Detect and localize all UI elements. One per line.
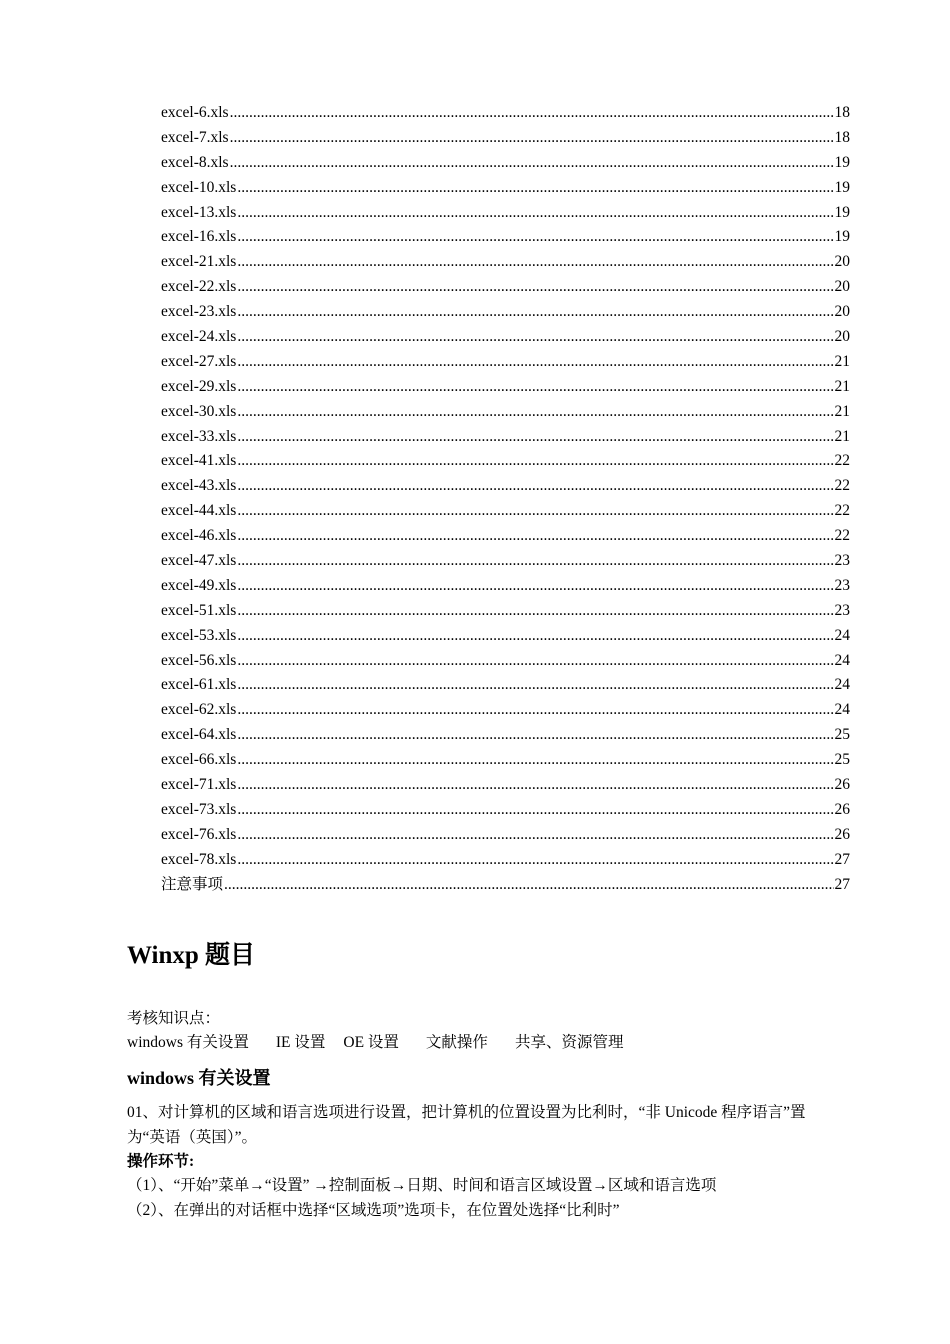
toc-entry-page-number: 22 xyxy=(834,452,850,470)
toc-entry-label: excel-13.xls xyxy=(161,203,237,221)
toc-entry-page-number: 20 xyxy=(834,278,850,296)
toc-dot-leader xyxy=(237,250,833,275)
toc-entry-page-number: 25 xyxy=(834,726,850,744)
toc-dot-leader xyxy=(237,574,833,599)
toc-dot-leader xyxy=(237,549,833,574)
toc-dot-leader xyxy=(237,225,833,250)
knowledge-item: OE 设置 xyxy=(343,1034,399,1051)
toc-entry-label: excel-41.xls xyxy=(161,452,237,470)
toc-dot-leader xyxy=(237,748,833,773)
toc-entry-label: excel-73.xls xyxy=(161,800,237,818)
toc-entry[interactable] xyxy=(161,673,850,698)
toc-entry-page-number: 21 xyxy=(834,352,850,370)
toc-dot-leader xyxy=(237,325,833,350)
toc-entry-page-number: 22 xyxy=(834,527,850,545)
toc-entry-page-number: 26 xyxy=(834,776,850,794)
toc-entry-page-number: 22 xyxy=(834,502,850,520)
toc-entry-label: excel-71.xls xyxy=(161,776,237,794)
toc-entry-page-number: 20 xyxy=(834,253,850,271)
toc-entry[interactable] xyxy=(161,225,850,250)
toc-dot-leader xyxy=(237,449,833,474)
toc-entry-label: excel-24.xls xyxy=(161,328,237,346)
toc-dot-leader xyxy=(224,873,833,898)
knowledge-item: windows 有关设置 xyxy=(127,1034,249,1051)
question-text: 01、对计算机的区域和语言选项进行设置，把计算机的位置设置为比利时，“非 Unicode 程序语言”置为“英语（英国）”。 xyxy=(127,1104,806,1146)
toc-entry[interactable] xyxy=(161,649,850,674)
toc-entry-page-number: 25 xyxy=(834,751,850,769)
toc-entry-label: excel-22.xls xyxy=(161,278,237,296)
toc-entry[interactable] xyxy=(161,325,850,350)
toc-entry[interactable] xyxy=(161,201,850,226)
toc-entry[interactable] xyxy=(161,748,850,773)
toc-entry-label: excel-29.xls xyxy=(161,377,237,395)
operation-label: 操作环节: xyxy=(127,1153,195,1170)
toc-entry-page-number: 21 xyxy=(834,402,850,420)
toc-dot-leader xyxy=(237,673,833,698)
toc-entry[interactable] xyxy=(161,873,850,898)
toc-entry-label: excel-61.xls xyxy=(161,676,237,694)
toc-entry-label: excel-21.xls xyxy=(161,253,237,271)
toc-entry[interactable] xyxy=(161,350,850,375)
toc-entry-label: excel-6.xls xyxy=(161,104,229,121)
toc-entry-page-number: 19 xyxy=(834,203,850,221)
toc-entry-page-number: 24 xyxy=(834,701,850,719)
toc-entry-page-number: 26 xyxy=(834,800,850,818)
toc-entry[interactable] xyxy=(161,474,850,499)
operation-step: （1）、“开始”菜单→“设置” →控制面板→日期、时间和语言区域设置→区域和语言选项 xyxy=(127,1177,717,1194)
toc-entry[interactable] xyxy=(161,798,850,823)
toc-dot-leader xyxy=(237,798,833,823)
toc-entry[interactable] xyxy=(161,698,850,723)
toc-entry-page-number: 23 xyxy=(834,552,850,570)
toc-dot-leader xyxy=(237,300,833,325)
toc-entry[interactable] xyxy=(161,425,850,450)
toc-entry[interactable] xyxy=(161,848,850,873)
operation-step: （2）、在弹出的对话框中选择“区域选项”选项卡，在位置处选择“比利时” xyxy=(127,1202,620,1219)
toc-entry-page-number: 23 xyxy=(834,601,850,619)
toc-entry[interactable] xyxy=(161,773,850,798)
toc-entry-page-number: 22 xyxy=(834,477,850,495)
toc-entry-label: excel-10.xls xyxy=(161,178,237,196)
toc-entry-page-number: 27 xyxy=(834,850,850,868)
toc-entry-page-number: 24 xyxy=(834,676,850,694)
toc-dot-leader xyxy=(230,101,834,126)
toc-entry-label: excel-27.xls xyxy=(161,352,237,370)
toc-entry[interactable] xyxy=(161,524,850,549)
section-title: Winxp 题目 xyxy=(127,942,256,969)
toc-entry-label: excel-46.xls xyxy=(161,527,237,545)
toc-entry[interactable] xyxy=(161,599,850,624)
toc-dot-leader xyxy=(237,400,833,425)
toc-entry-label: excel-53.xls xyxy=(161,626,237,644)
toc-entry-page-number: 19 xyxy=(834,178,850,196)
toc-dot-leader xyxy=(230,151,834,176)
toc-entry[interactable] xyxy=(161,574,850,599)
toc-entry-label: excel-51.xls xyxy=(161,601,237,619)
toc-dot-leader xyxy=(237,649,833,674)
toc-entry-label: excel-47.xls xyxy=(161,552,237,570)
toc-dot-leader xyxy=(237,848,833,873)
toc-entry-label: excel-66.xls xyxy=(161,751,237,769)
knowledge-item: 共享、资源管理 xyxy=(514,1034,624,1051)
toc-entry-label: excel-78.xls xyxy=(161,850,237,868)
toc-dot-leader xyxy=(237,499,833,524)
toc-entry-page-number: 19 xyxy=(834,153,850,171)
toc-entry-label: excel-56.xls xyxy=(161,651,237,669)
toc-dot-leader xyxy=(237,698,833,723)
toc-entry-label: excel-23.xls xyxy=(161,303,237,321)
toc-dot-leader xyxy=(237,350,833,375)
toc-entry-page-number: 23 xyxy=(834,576,850,594)
toc-entry-label: excel-76.xls xyxy=(161,825,237,843)
toc-dot-leader xyxy=(237,375,833,400)
toc-dot-leader xyxy=(237,624,833,649)
toc-entry-page-number: 24 xyxy=(834,651,850,669)
toc-entry[interactable] xyxy=(161,449,850,474)
toc-entry[interactable] xyxy=(161,823,850,848)
toc-entry[interactable] xyxy=(161,126,850,151)
toc-entry-label: excel-64.xls xyxy=(161,726,237,744)
toc-entry[interactable] xyxy=(161,549,850,574)
toc-entry[interactable] xyxy=(161,176,850,201)
toc-entry-page-number: 27 xyxy=(834,875,850,893)
toc-entry-page-number: 24 xyxy=(834,626,850,644)
toc-entry[interactable] xyxy=(161,499,850,524)
toc-entry-page-number: 21 xyxy=(834,377,850,395)
toc-entry-label: excel-33.xls xyxy=(161,427,237,445)
knowledge-item: 文献操作 xyxy=(425,1034,488,1051)
knowledge-points-list xyxy=(127,1031,623,1055)
knowledge-item: IE 设置 xyxy=(275,1034,326,1051)
toc-dot-leader xyxy=(237,275,833,300)
toc-entry[interactable] xyxy=(161,723,850,748)
toc-entry-page-number: 18 xyxy=(834,104,850,121)
subsection-title: windows 有关设置 xyxy=(127,1068,271,1088)
toc-entry-label: excel-49.xls xyxy=(161,576,237,594)
toc-dot-leader xyxy=(237,474,833,499)
toc-entry-page-number: 20 xyxy=(834,303,850,321)
toc-entry[interactable] xyxy=(161,151,850,176)
toc-entry-page-number: 26 xyxy=(834,825,850,843)
toc-entry-page-number: 21 xyxy=(834,427,850,445)
toc-entry-label: 注意事项 xyxy=(161,875,224,893)
toc-entry-label: excel-43.xls xyxy=(161,477,237,495)
toc-entry-page-number: 18 xyxy=(834,128,850,146)
toc-dot-leader xyxy=(237,823,833,848)
toc-dot-leader xyxy=(237,599,833,624)
toc-entry[interactable] xyxy=(161,624,850,649)
toc-entry-label: excel-62.xls xyxy=(161,701,237,719)
toc-dot-leader xyxy=(237,425,833,450)
toc-dot-leader xyxy=(230,126,834,151)
toc-dot-leader xyxy=(237,524,833,549)
toc-dot-leader xyxy=(237,201,833,226)
toc-entry-page-number: 20 xyxy=(834,328,850,346)
toc-entry-label: excel-16.xls xyxy=(161,228,237,246)
knowledge-points-label: 考核知识点： xyxy=(127,1010,221,1027)
toc-entry[interactable] xyxy=(161,375,850,400)
table-of-contents xyxy=(161,101,850,898)
toc-entry-page-number: 19 xyxy=(834,228,850,246)
toc-dot-leader xyxy=(237,723,833,748)
toc-entry[interactable] xyxy=(161,400,850,425)
toc-entry-label: excel-7.xls xyxy=(161,128,229,146)
toc-entry[interactable] xyxy=(161,275,850,300)
toc-entry[interactable] xyxy=(161,250,850,275)
toc-entry-label: excel-8.xls xyxy=(161,153,229,171)
toc-entry[interactable] xyxy=(161,101,850,126)
toc-dot-leader xyxy=(237,773,833,798)
toc-dot-leader xyxy=(237,176,833,201)
toc-entry-label: excel-30.xls xyxy=(161,402,237,420)
toc-entry[interactable] xyxy=(161,300,850,325)
toc-entry-label: excel-44.xls xyxy=(161,502,237,520)
